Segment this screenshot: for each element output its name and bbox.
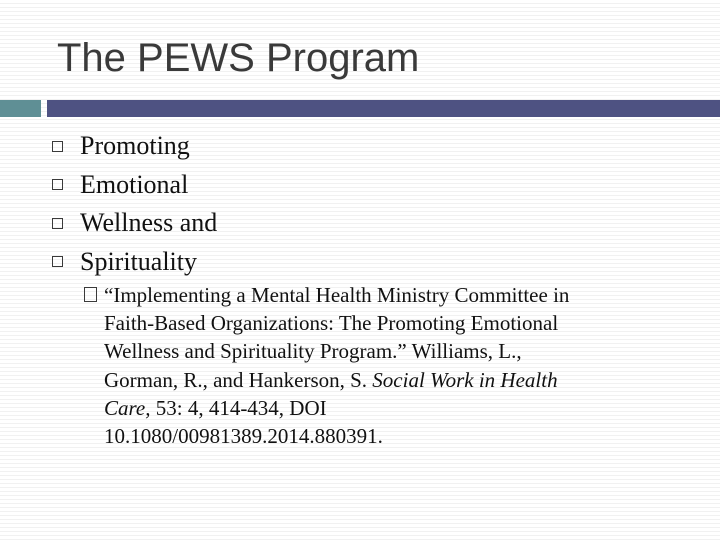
citation-text: [84, 281, 684, 450]
citation-line: [104, 366, 684, 394]
square-bullet-icon: [52, 218, 63, 229]
citation-doi: 10.1080/00981389.2014.880391.: [104, 424, 383, 449]
citation-line: Wellness and Spirituality Program.” Williams, L.,: [104, 339, 522, 364]
title-rule-accent: [0, 100, 41, 117]
bullet-list: [52, 127, 217, 281]
sub-bullet-icon: [84, 287, 97, 302]
bullet-item: [52, 127, 217, 166]
reference-citation: [84, 281, 684, 450]
bullet-item: [52, 243, 217, 282]
citation-line: Faith-Based Organizations: The Promoting Emotional: [104, 311, 559, 336]
bullet-text: Wellness and: [80, 208, 218, 238]
bullet-text: Promoting: [80, 131, 190, 161]
citation-authors: Gorman, R., and Hankerson, S.: [104, 367, 373, 392]
journal-name: Social Work in Health: [372, 367, 558, 392]
square-bullet-icon: [52, 256, 63, 267]
slide-title: The PEWS Program: [57, 36, 420, 80]
journal-name-end: Care,: [104, 395, 151, 420]
citation-line: [104, 394, 684, 422]
square-bullet-icon: [52, 141, 63, 152]
bullet-text: Spirituality: [80, 246, 197, 276]
citation-line: “Implementing a Mental Health Ministry Committee in: [104, 283, 570, 307]
title-rule-bar: [47, 100, 720, 117]
bullet-text: Emotional: [80, 169, 189, 199]
square-bullet-icon: [52, 179, 63, 190]
bullet-item: [52, 204, 217, 243]
citation-volume: 53: 4, 414-434, DOI: [150, 395, 327, 420]
bullet-item: [52, 166, 217, 205]
